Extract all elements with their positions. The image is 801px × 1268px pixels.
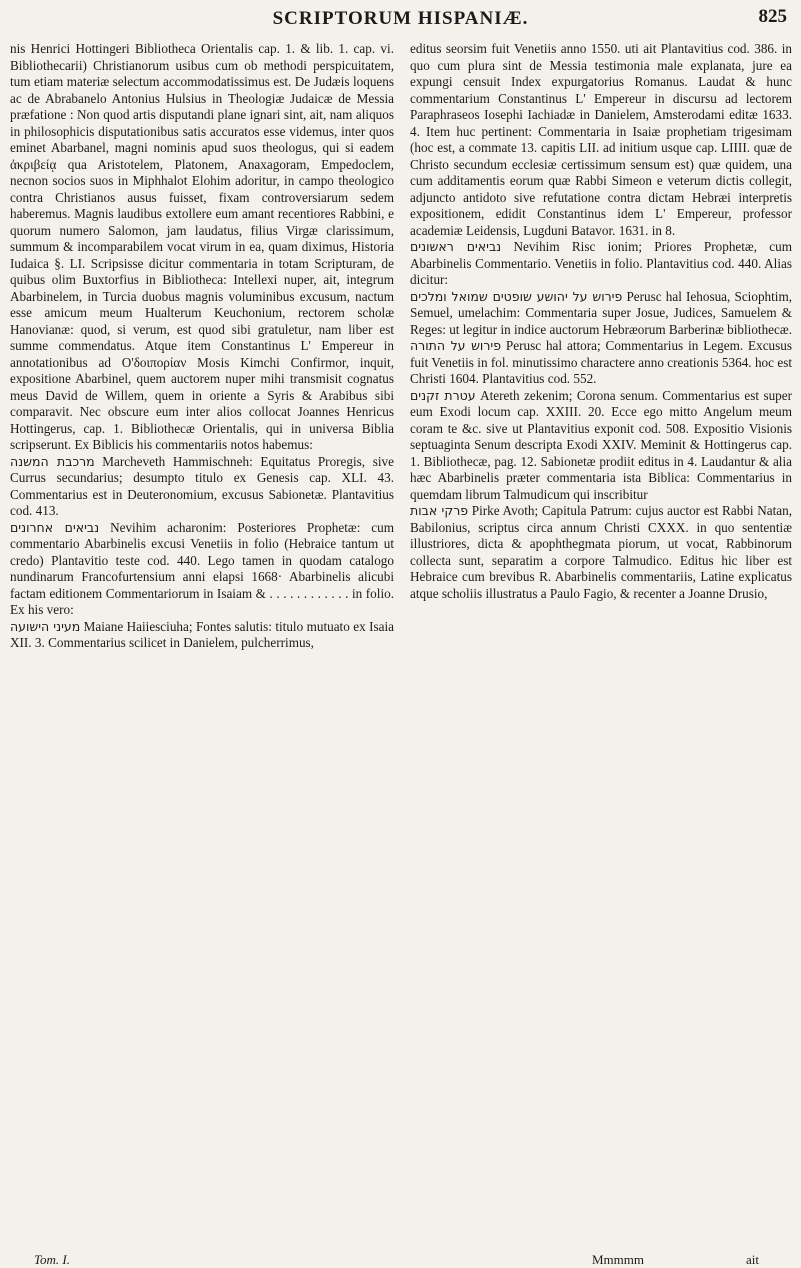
entry-text: Nevihim Risc ionim; Priores Prophetæ, cum Abarbinelis Commentario. Venetiis in folio. Plantavitius cod. 440. Alias dicitur:	[410, 239, 792, 287]
hebrew-title: עטרת זקנים	[410, 387, 476, 403]
page-header	[0, 0, 801, 40]
entry-maiane	[10, 619, 394, 652]
signature-mark: Mmmmm	[592, 1252, 645, 1267]
hebrew-title: פרקי אבות	[410, 503, 469, 518]
entry-text: Marcheveth Hammischneh: Equitatus Proregis, sive Currus secundarius; desumpto titulo ex Genesis cap. XLI. 43. Commentarius est in Deuteronomium, excusus Sabionetæ. Plantavitius cod. 413.	[10, 453, 394, 518]
tome-label: Tom. I.	[34, 1252, 71, 1267]
running-title: SCRIPTORUM HISPANIÆ.	[272, 8, 529, 29]
entry-text: Maiane Haiiesciuha; Fontes salutis: titulo mutuato ex Isaia XII. 3. Commentarius scilicet in Danielem, pulcherrimus,	[10, 618, 394, 650]
entry-text: Atereth zekenim; Corona senum. Commentarius est super eum Exodi locum cap. XXIII. 20. Ecce ego mitto Angelum meum coram te &c. sive ut Plantavitius exponit cod. 508. Expositio Visionis septuaginta Senum descripta Exodi XXIV. Meminit & Hottingerus cap. 1. Bibliothecæ, pag. 12. Sabionetæ prodiit editus in 4. Laudantur & alia hæc Abarbinelis præter commentaria ista Biblica: Commentarius in quemdam librum Talmudicum qui inscribitur	[410, 387, 793, 502]
entry-perusc-attora	[410, 338, 792, 388]
entry-pirke-avoth	[410, 503, 792, 602]
entry-nevihim-risc	[410, 239, 792, 289]
entry-text: Nevihim acharonim: Posteriores Prophetæ: cum commentario Abarbinelis excusi Venetiis in folio (Hebraice tantum ut credo) Plantavitio teste cod. 440. Lego tamen in quodam catalogo nundinarum Francofurtensium anni elapsi 1668· Abarbinelis alicubi factam editionem Commentariorum in Isaiam & . . . . . . . . . . . . in folio. Ex his vero:	[10, 519, 395, 617]
entry-nevihim-acharonim	[10, 520, 394, 619]
entry-marcheveth	[10, 454, 394, 520]
right-body-text: editus seorsim fuit Venetiis anno 1550. uti ait Plantavitius cod. 386. in quo cum plura sint de Messia testimonia male explanata, jure ea expungi censuit Index expurgatorius Romanus. Laudat & hunc commentarium Constantinus L' Empereur in discursu ad lectorem Paraphraseos Iosephi Iachiadæ in Danielem, Amsterodami editæ 1633. 4. Item huc pertinent: Commentaria in Isaiæ prophetiam trigesimam (hoc est, a commate 13. capitis LII. ad initium usque cap. LIIII. quæ de Christo secundum ecclesiæ certissimum sensum est) quæ quidem, una cum additamentis eorum quæ Rabbi Simeon e veterum dictis collegit, adjuncto antidoto sive refutatione contra dictam Hebræi interpretis expositionem, edidit Constantinus idem L' Empereur, professor academiæ Leidensis, Lugduni Batavor. 1631. in 8.	[410, 41, 792, 238]
left-column	[10, 41, 394, 652]
hebrew-title: מרכבת המשנה	[10, 453, 95, 469]
page-number: 825	[758, 6, 787, 27]
hebrew-title: פירוש על יהושע שופטים שמואל ומלכים	[410, 288, 623, 304]
entry-text: Perusc hal Iehosua, Sciophtim, Semuel, umelachim: Commentaria super Josue, Judices, Samuelem & Reges: ut legitur in indice auctorum Hebræorum Barberinæ bibliothecæ.	[410, 288, 793, 337]
hebrew-title: נביאים ראשונים	[410, 239, 502, 254]
entry-text: Perusc hal attora; Commentarius in Legem. Excusus fuit Venetiis in fol. minutissimo charactere anno creationis 5364. hoc est Christi 1604. Plantavitius cod. 552.	[410, 338, 792, 386]
left-body-text: nis Henrici Hottingeri Bibliotheca Orientalis cap. 1. & lib. 1. cap. vi. Bibliothecarii) Christianorum usibus cum ob methodi perspicuitatem, tum etiam materiæ selectum accommodatissimus est. De Judæis loquens ac de Abrabanelo Antonius Hulsius in Theologiæ Judaicæ de Messia præfatione : Non quod artis disputandi plane ignari sint, ait, nam aliquos in philosophicis disputationibus satis accuratos esse videmus, inter quos eminet Abarbanel, magni nominis apud suos theologus, qui si eadem ἀκριβείᾳ qua Aristotelem, Platonem, Anaxagoram, Empedoclem, necnon socios suos in Miphhalot Elohim adoritur, in campo theologico contra Christianos ausus fuisset, fixam controversiarum sedem haberemus. Magnis laudibus extollere eum amant recentiores Rabbini, e quorum numero Salomon, jam laudatus, filius Virgæ clarissimum, summum & incomparabilem vocat virum in ea, quam diximus, Historia Iudaica §. LI. Scripsisse dicitur commentaria in totam Scripturam, de quibus olim Buxtorfius in Bibliotheca: Intellexi nuper, ait, integrum Abarbinelem, in Turcia duobus magnis voluminibus excusum, nactum esse amicum meum Hualterum Keuchonium, rectorem scholæ Hanovianæ: quod, si verum, est quod sibi gratuletur, nam liber est summe commendatus. Atque item Constantinus L' Empereur in annotationibus ad O'δοιπορίαν Mosis Kimchi Confirmor, inquit, expositione Abarbinel, quem auctorem nuper mihi transmisit cognatus meus David de Willem, quem in oriente a Syris & Arabibus sibi comparavit. Nec obscure eum inter alios collocat Joannes Henricus Hottingerus, cap. 1. Bibliothecæ Orientalis, qui in universa Biblia scripserunt. Ex Biblicis his commentariis notos habemus:	[10, 41, 394, 452]
entry-atereth	[410, 388, 792, 504]
entry-perusc-iehosua	[410, 289, 792, 339]
entry-text: Pirke Avoth; Capitula Patrum: cujus auctor est Rabbi Natan, Babilonius, scriptus circa annum Christi CXXX. in quo sententiæ illustriores, dicta & apophthegmata piorum, ut vocat, Rabbinorum collecta sunt, separatim a corpore Talmudico. Editus hic liber est Hebraice cum brevibus R. Abarbinelis commentariis, Latine explicatus atque scholiis illustratus a Paulo Fagio, & recenter a Joanne Drusio,	[410, 503, 793, 601]
hebrew-title: מעיני הישועה	[10, 618, 81, 634]
catchword: ait	[746, 1252, 759, 1267]
hebrew-title: נביאים אחרונים	[10, 519, 100, 535]
right-column	[410, 41, 792, 602]
hebrew-title: פירוש על התורה	[410, 338, 501, 353]
page-footer	[0, 1252, 801, 1268]
